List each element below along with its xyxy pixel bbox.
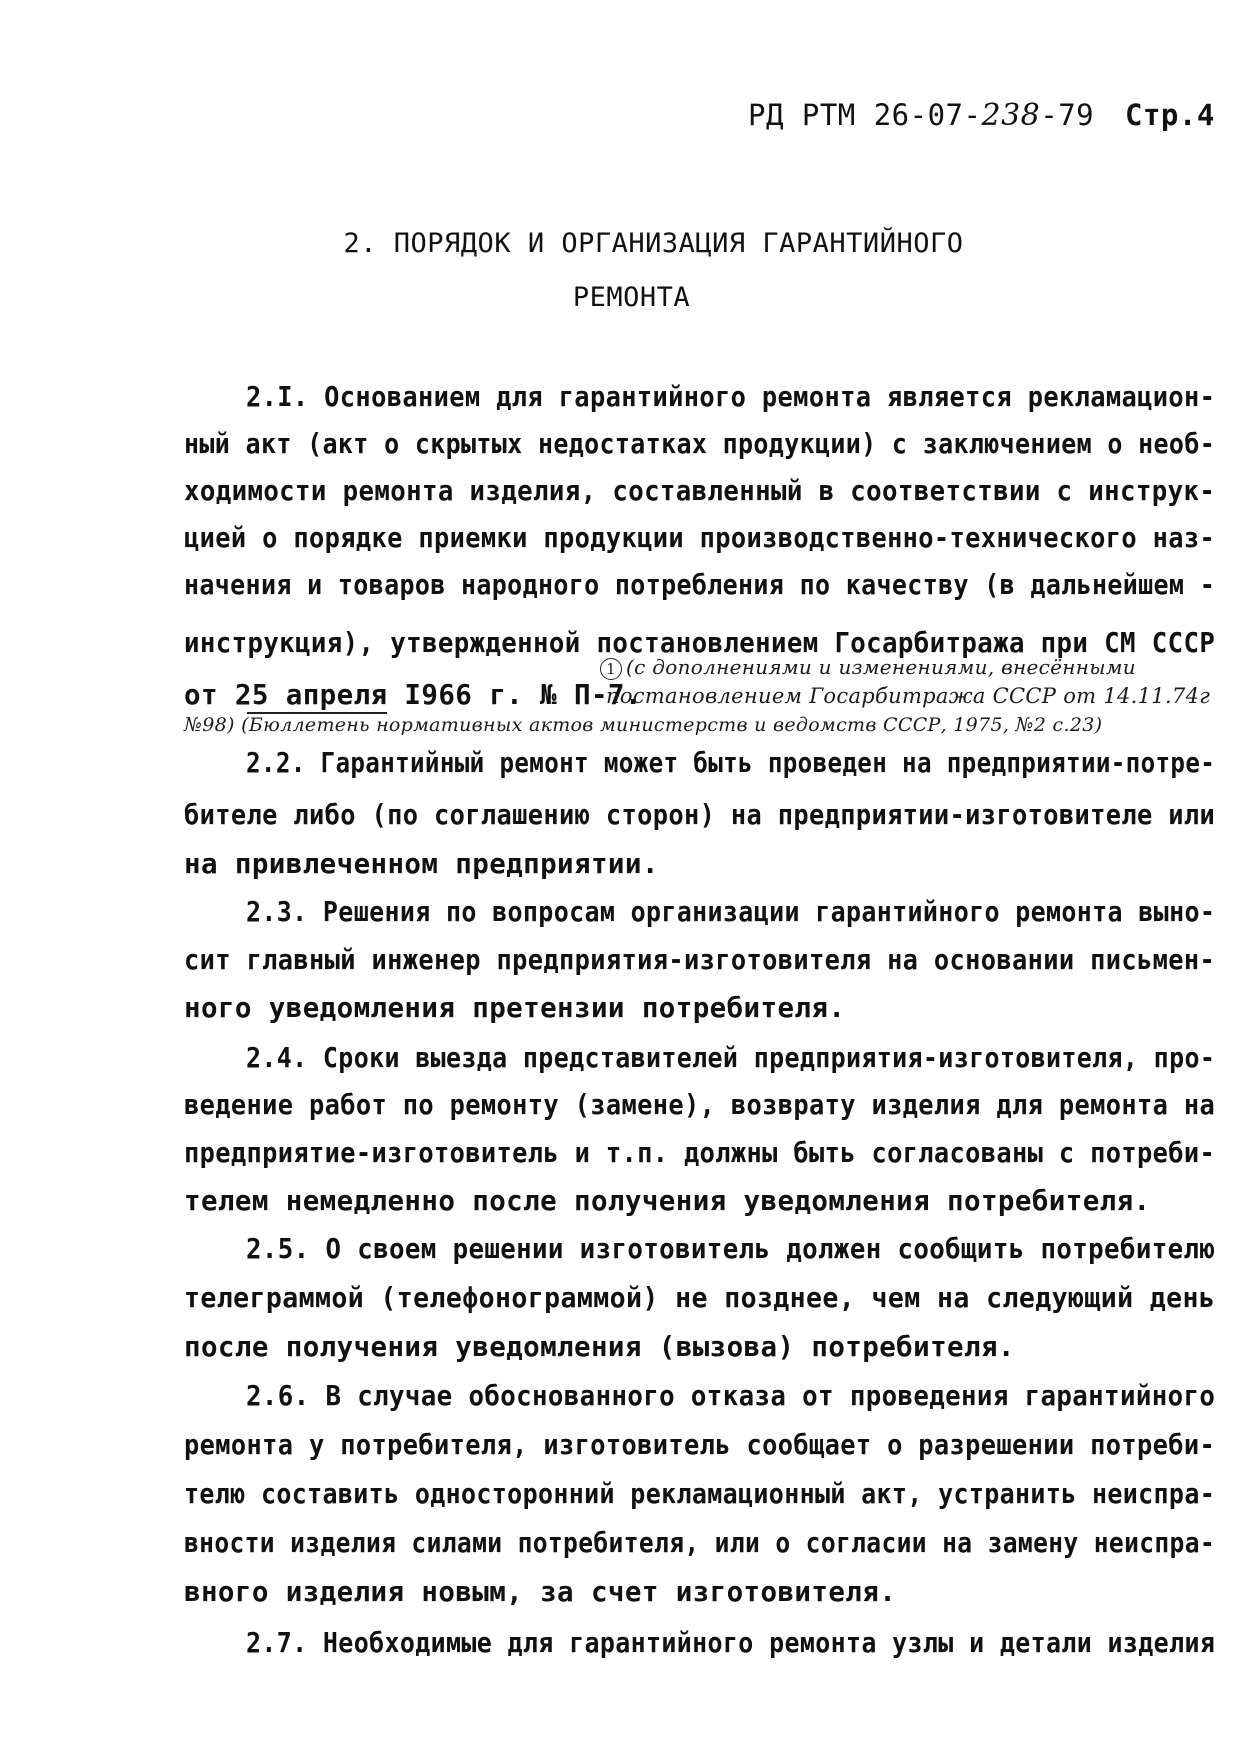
footnote-marker: 1 [600,658,622,680]
section-title: 2. ПОРЯДОК И ОРГАНИЗАЦИЯ ГАРАНТИЙНОГО [343,228,964,259]
section-title-continued: РЕМОНТА [572,282,691,313]
text-line: телю составить односторонний рекламационный акт, устранить неиспра- [184,1478,1216,1510]
text-line: ного уведомления претензии потребителя. [184,992,846,1024]
handwritten-note [600,655,1136,680]
page-header [700,98,1215,138]
text-line: вного изделия новым, за счет изготовителя. [184,1576,897,1608]
handwritten-note-line-2: постановлением Госарбитража СССР от 14.11.74г [606,684,1211,708]
text-line: бителе либо (по соглашению сторон) на предприятии-изготовителе или [184,799,1216,831]
document-code-prefix: РД РТМ 26-07- [748,98,982,132]
text-line: предприятие-изготовитель и т.п. должны быть согласованы с потреби- [184,1137,1216,1169]
document-code-handwritten: 238 [981,98,1041,133]
document-code [748,98,1094,133]
text-line: от 25 апреля I966 г. № П-7. [184,679,642,711]
text-line: 2.I. Основанием для гарантийного ремонта является рекламацион- [246,381,1216,413]
document-code-suffix: -79 [1040,98,1095,132]
text-line: инструкция), утвержденной постановлением Госарбитража при СМ СССР [184,627,1216,659]
handwritten-note-line-1: (с дополнениями и изменениями, внесёнными [626,655,1136,679]
text-line: цией о порядке приемки продукции производственно-технического наз- [184,522,1216,554]
text-line: 2.4. Сроки выезда представителей предприятия-изготовителя, про- [246,1042,1216,1074]
text-line: 2.7. Необходимые для гарантийного ремонта узлы и детали изделия [246,1627,1216,1659]
text-line: телем немедленно после получения уведомления потребителя. [184,1185,1151,1217]
text-line: ведение работ по ремонту (замене), возврату изделия для ремонта на [184,1089,1216,1121]
text-line: ный акт (акт о скрытых недостатках продукции) с заключением о необ- [184,428,1216,460]
text-line: ремонта у потребителя, изготовитель сообщает о разрешении потреби- [184,1429,1216,1461]
text-line: сит главный инженер предприятия-изготовителя на основании письмен- [184,944,1216,976]
handwritten-note-line-3: №98) (Бюллетень нормативных актов министерств и ведомств СССР, 1975, №2 с.23) [184,714,1103,736]
text-line: после получения уведомления (вызова) потребителя. [184,1331,1015,1363]
text-line: 2.2. Гарантийный ремонт может быть проведен на предприятии-потре- [246,747,1216,779]
text-line: начения и товаров народного потребления по качеству (в дальнейшем - [184,569,1216,601]
text-line: вности изделия силами потребителя, или о согласии на замену неиспра- [184,1527,1216,1559]
text-line: телеграммой (телефонограммой) не позднее, чем на следующий день [184,1282,1216,1314]
text-line: 2.5. О своем решении изготовитель должен сообщить потребителю [246,1233,1216,1265]
text-line: ходимости ремонта изделия, составленный в соответствии с инструк- [184,475,1216,507]
text-line: 2.6. В случае обоснованного отказа от проведения гарантийного [246,1380,1216,1412]
text-line: на привлеченном предприятии. [184,848,659,880]
text-line: 2.3. Решения по вопросам организации гарантийного ремонта выно- [246,896,1216,928]
page-number: Стр.4 [1125,98,1215,132]
